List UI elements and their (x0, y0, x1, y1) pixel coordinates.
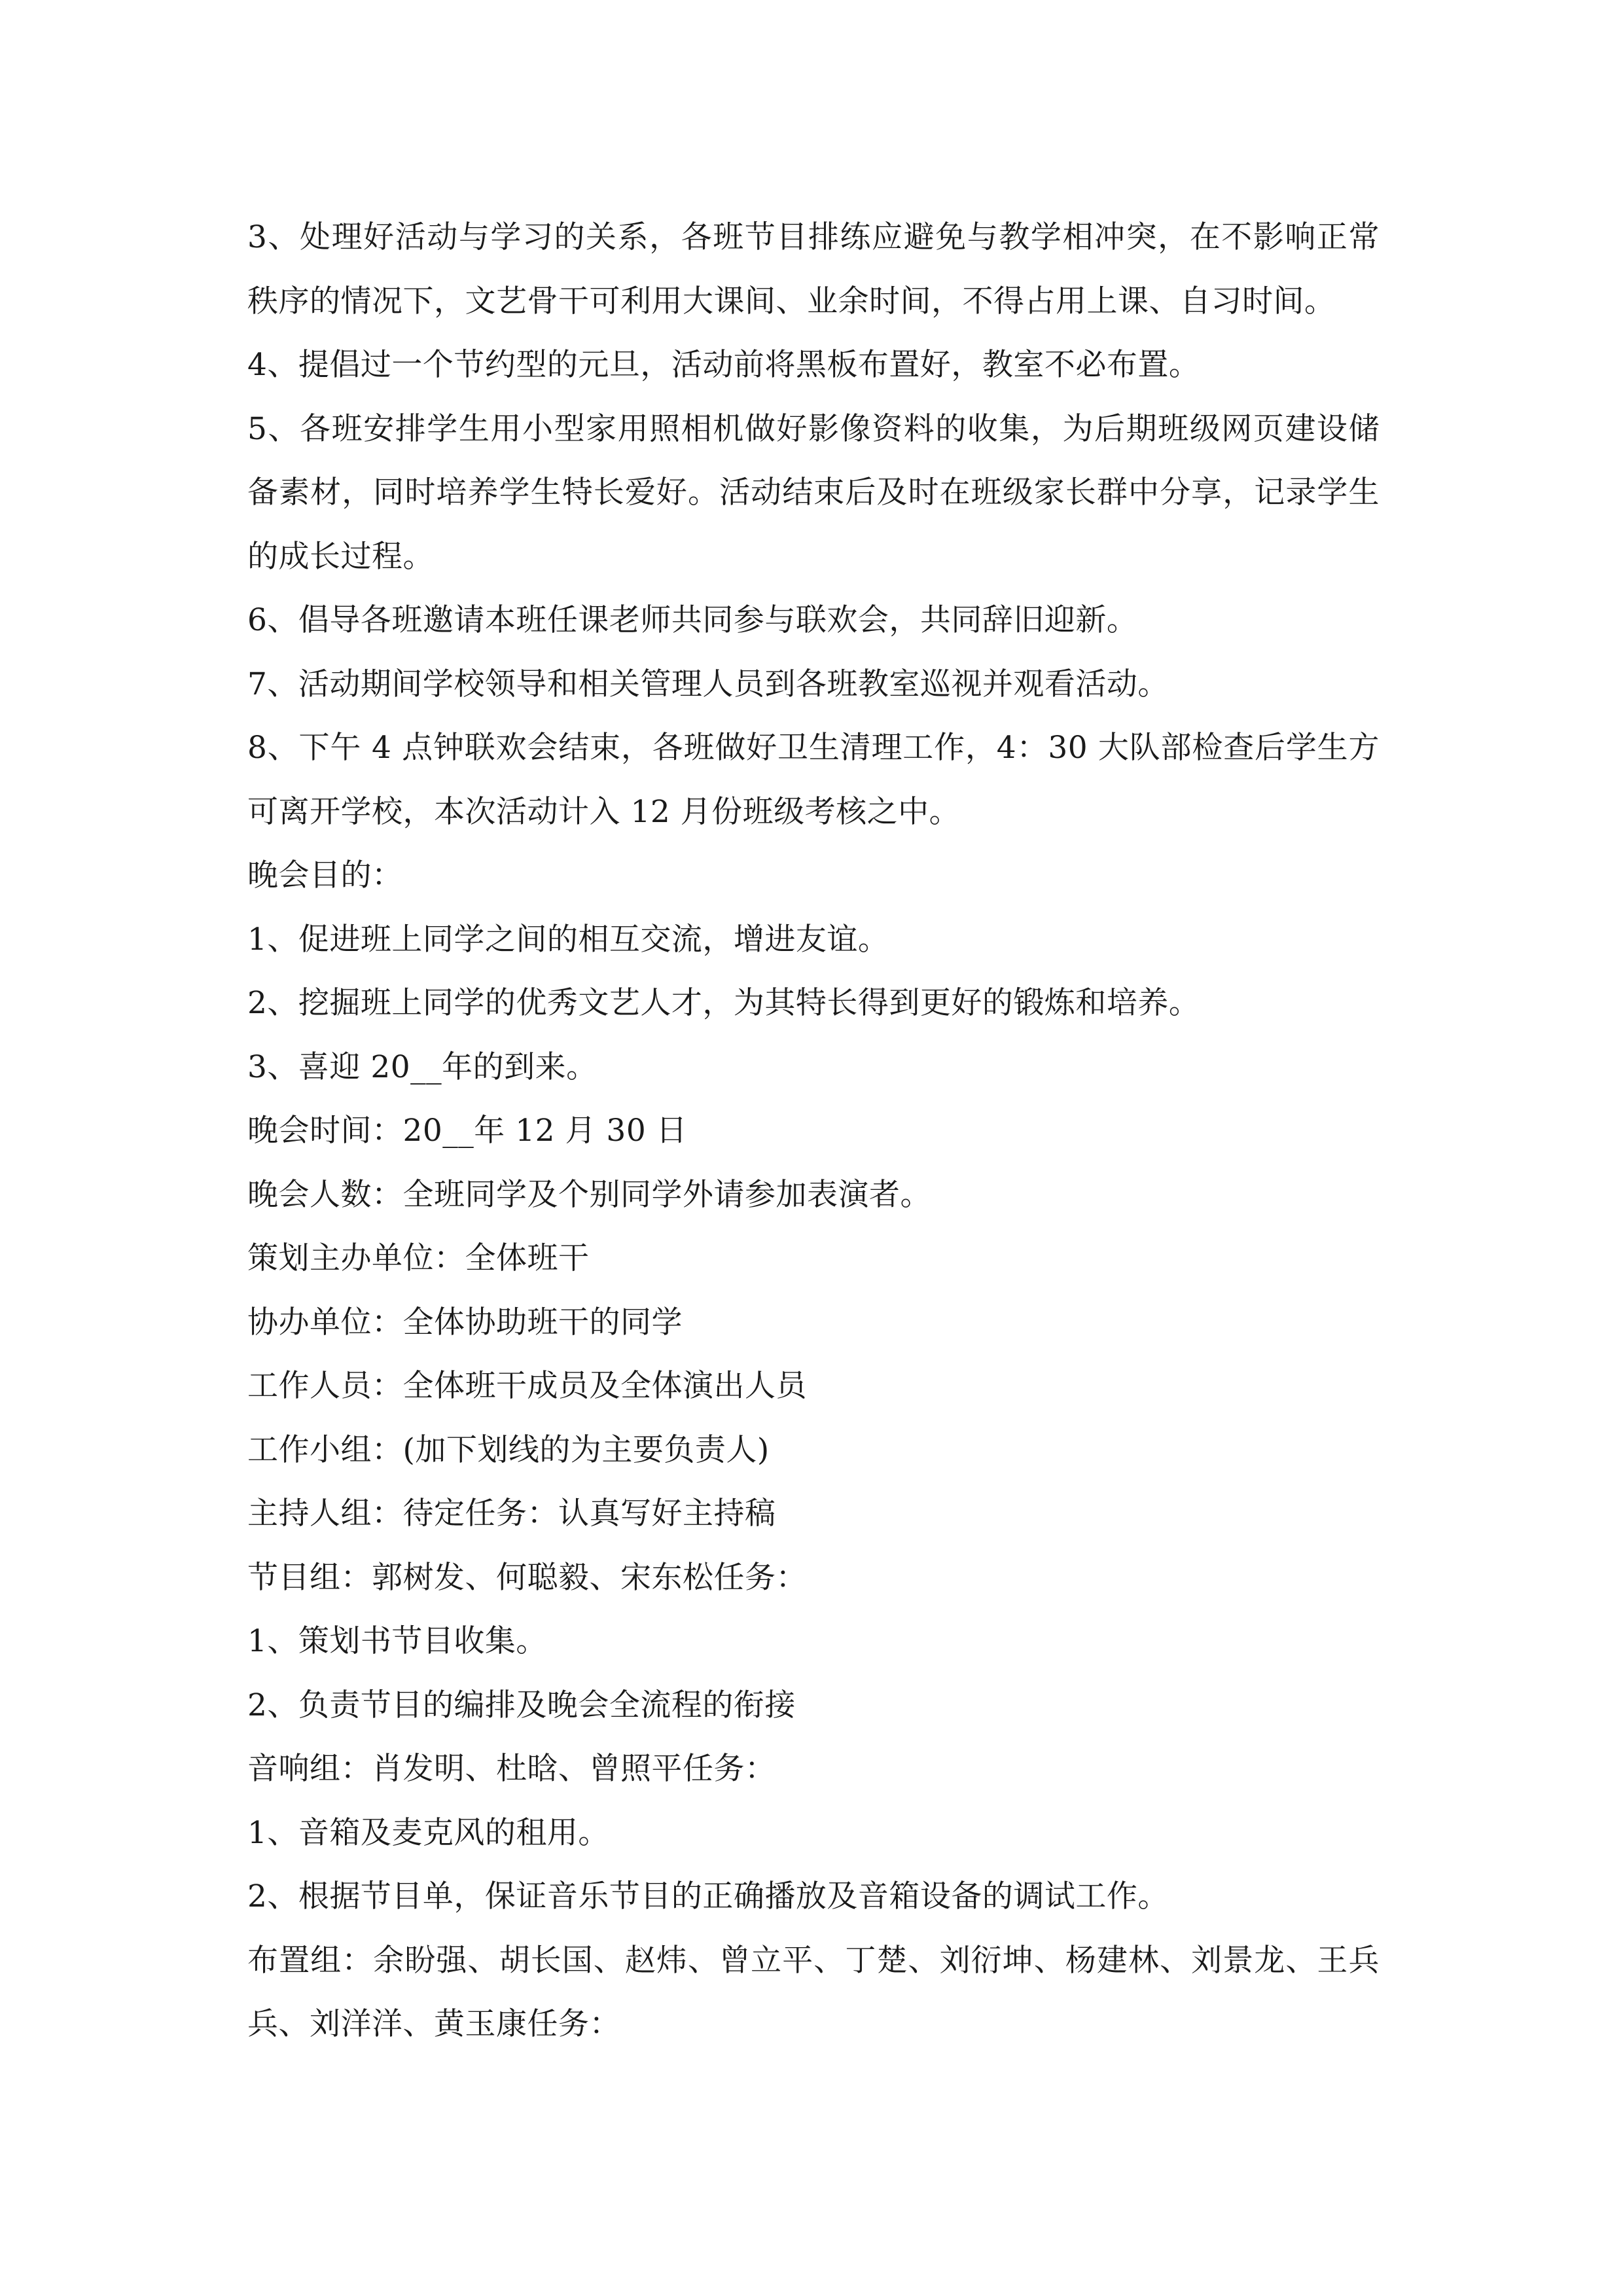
co-organizer: 协办单位：全体协助班干的同学 (247, 1304, 683, 1340)
organizer: 策划主办单位：全体班干 (247, 1240, 590, 1276)
audio-group: 音响组：肖发明、杜晗、曾照平任务： (247, 1751, 776, 1787)
paragraph-20: 2、负责节目的编排及晚会全流程的衔接 (247, 1687, 796, 1723)
paragraph-1: 3、处理好活动与学习的关系，各班节目排练应避免与教学相冲突，在不影响正常秩序的情况下，文艺骨干可利用大课间、业余时间，不得占用上课、自习时间。 (247, 219, 1380, 319)
paragraph-2: 4、提倡过一个节约型的元旦，活动前将黑板布置好，教室不必布置。 (247, 347, 1200, 383)
paragraph-5: 7、活动期间学校领导和相关管理人员到各班教室巡视并观看活动。 (247, 666, 1169, 702)
event-time: 晚会时间：20__年 12 月 30 日 (247, 1113, 688, 1149)
working-groups: 工作小组：(加下划线的为主要负责人) (247, 1431, 770, 1468)
paragraph-4: 6、倡导各班邀请本班任课老师共同参与联欢会，共同辞旧迎新。 (247, 602, 1138, 638)
event-attendees: 晚会人数：全班同学及个别同学外请参加表演者。 (247, 1176, 931, 1213)
paragraph-8: 1、促进班上同学之间的相互交流，增进友谊。 (247, 921, 889, 958)
paragraph-9: 2、挖掘班上同学的优秀文艺人才，为其特长得到更好的锻炼和培养。 (247, 985, 1200, 1021)
paragraph-23: 2、根据节目单，保证音乐节目的正确播放及音箱设备的调试工作。 (247, 1878, 1169, 1914)
paragraph-3: 5、各班安排学生用小型家用照相机做好影像资料的收集，为后期班级网页建设储备素材，同时培养学生特长爱好。活动结束后及时在班级家长群中分享，记录学生的成长过程。 (247, 410, 1380, 575)
paragraph-6: 8、下午 4 点钟联欢会结束，各班做好卫生清理工作，4：30 大队部检查后学生方可离开学校，本次活动计入 12 月份班级考核之中。 (247, 730, 1380, 830)
host-group: 主持人组：待定任务：认真写好主持稿 (247, 1496, 776, 1532)
program-group: 节目组：郭树发、何聪毅、宋东松任务： (247, 1559, 807, 1596)
decoration-group: 布置组：余盼强、胡长国、赵炜、曾立平、丁楚、刘衍坤、杨建林、刘景龙、王兵兵、刘洋洋、黄玉康任务： (247, 1942, 1380, 2042)
document-body (247, 206, 1380, 2056)
staff: 工作人员：全体班干成员及全体演出人员 (247, 1368, 807, 1404)
paragraph-22: 1、音箱及麦克风的租用。 (247, 1814, 609, 1851)
paragraph-10: 3、喜迎 20__年的到来。 (247, 1049, 597, 1085)
paragraph-19: 1、策划书节目收集。 (247, 1623, 547, 1659)
section-heading-purpose: 晚会目的： (247, 857, 403, 893)
